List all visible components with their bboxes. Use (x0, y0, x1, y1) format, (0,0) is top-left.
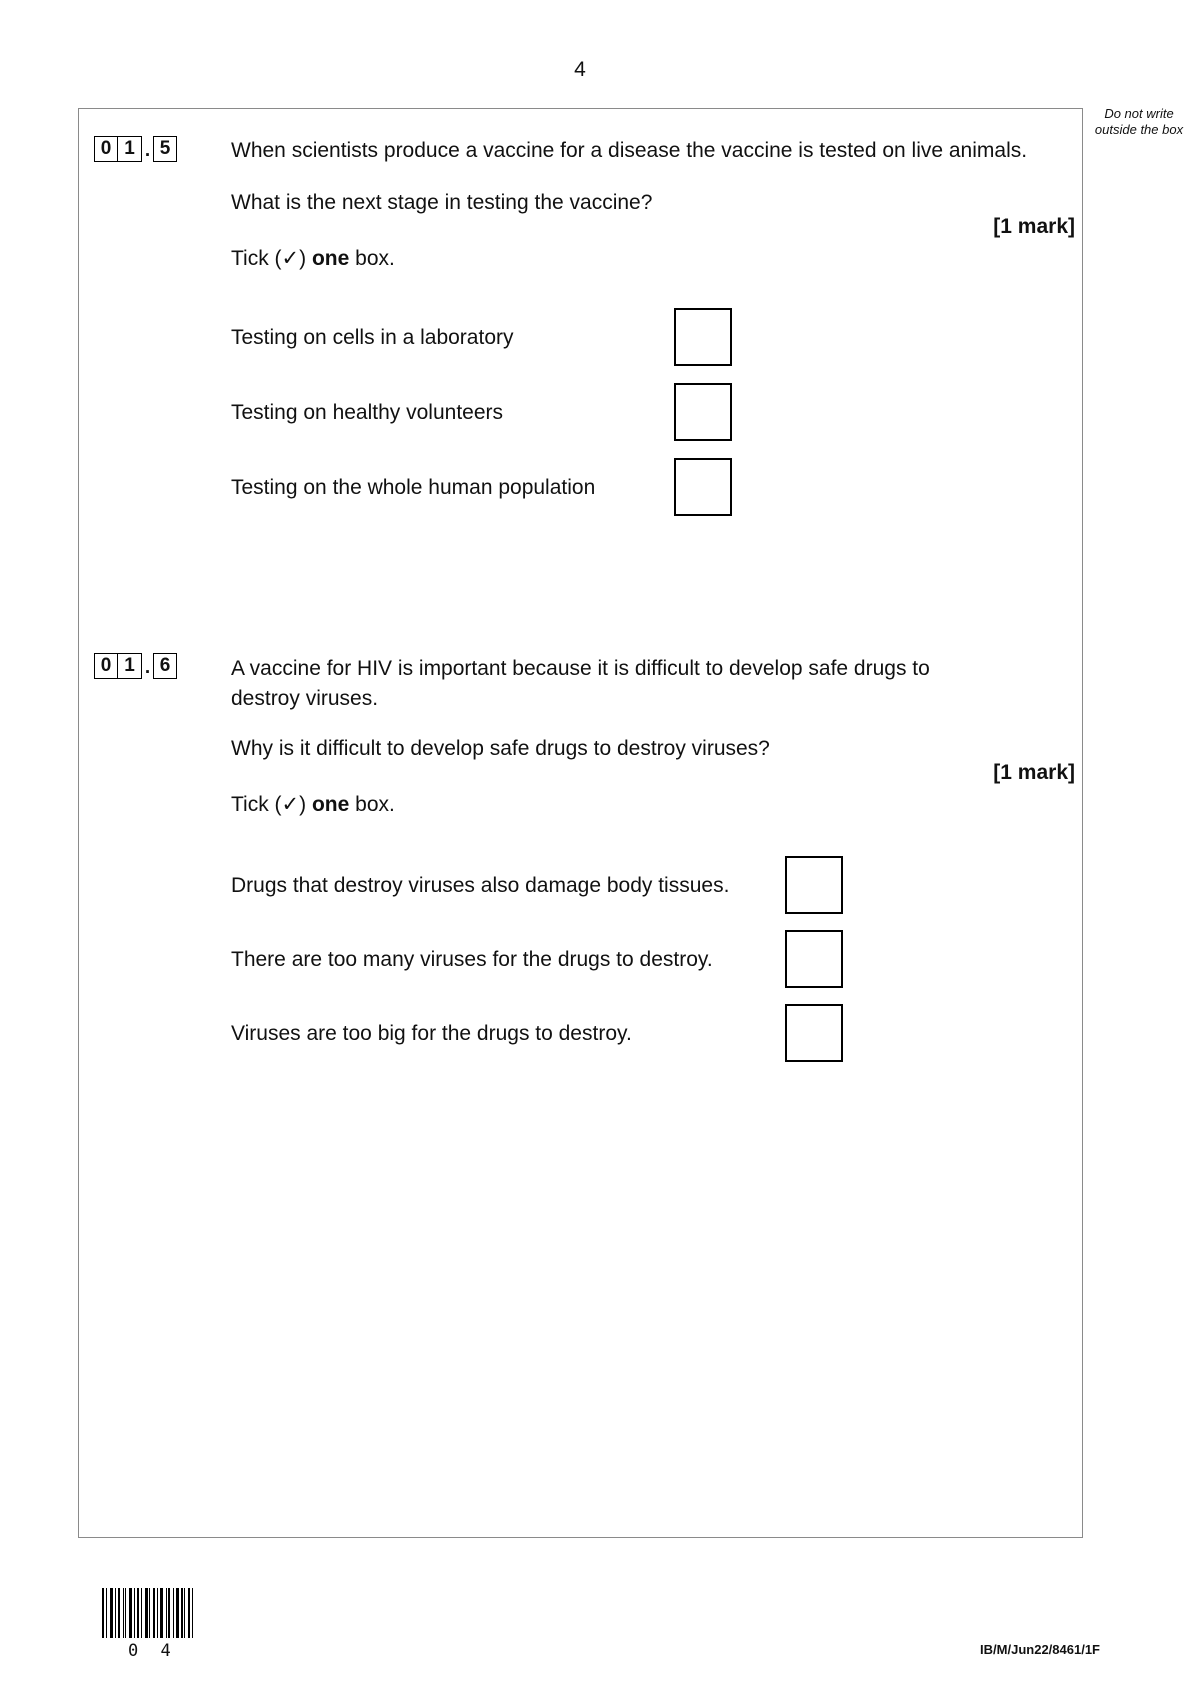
barcode-digits: 0 4 (128, 1641, 177, 1661)
mark-allocation: [1 mark] (993, 215, 1075, 238)
tick-instruction-bold: one (311, 793, 350, 816)
question-stem-line-2: destroy viruses. (231, 687, 379, 710)
question-stem: When scientists produce a vaccine for a disease the vaccine is tested on live animals. (231, 139, 1028, 162)
tick-box[interactable] (674, 383, 732, 441)
option-label: Testing on healthy volunteers (231, 401, 504, 424)
question-text: Why is it difficult to develop safe drugs to destroy viruses? (231, 737, 770, 760)
question-number-dot: . (144, 657, 151, 678)
tick-instruction-suffix: box. (349, 247, 395, 270)
question-number-01-6 (94, 651, 177, 679)
question-number-digit: 1 (118, 653, 142, 679)
question-number-01-5 (94, 134, 177, 162)
tick-instruction-suffix: box. (349, 793, 395, 816)
page-number: 4 (574, 58, 586, 81)
tick-instruction (231, 244, 395, 273)
option-label: Drugs that destroy viruses also damage body tissues. (231, 874, 730, 897)
tick-box[interactable] (674, 458, 732, 516)
question-number-digit: 5 (153, 136, 177, 162)
tick-instruction-prefix: Tick (✓) (231, 793, 312, 816)
barcode (102, 1588, 210, 1638)
option-label: Testing on the whole human population (231, 476, 596, 499)
question-number-digit: 6 (153, 653, 177, 679)
mark-allocation: [1 mark] (993, 761, 1075, 784)
option-label: Viruses are too big for the drugs to destroy. (231, 1022, 632, 1045)
answer-frame (78, 108, 1083, 1538)
option-label: Testing on cells in a laboratory (231, 326, 514, 349)
tick-box[interactable] (674, 308, 732, 366)
question-number-digit: 0 (94, 136, 118, 162)
tick-instruction (231, 790, 395, 819)
margin-note: Do not write outside the box (1094, 106, 1184, 137)
tick-box[interactable] (785, 1004, 843, 1062)
question-number-digit: 1 (118, 136, 142, 162)
tick-instruction-bold: one (311, 247, 350, 270)
tick-box[interactable] (785, 856, 843, 914)
paper-reference: IB/M/Jun22/8461/1F (980, 1642, 1100, 1657)
tick-box[interactable] (785, 930, 843, 988)
tick-instruction-prefix: Tick (✓) (231, 247, 312, 270)
option-label: There are too many viruses for the drugs to destroy. (231, 948, 713, 971)
question-text: What is the next stage in testing the vaccine? (231, 191, 653, 214)
question-number-dot: . (144, 140, 151, 161)
question-number-digit: 0 (94, 653, 118, 679)
question-stem-line-1: A vaccine for HIV is important because it is difficult to develop safe drugs to (231, 657, 930, 680)
